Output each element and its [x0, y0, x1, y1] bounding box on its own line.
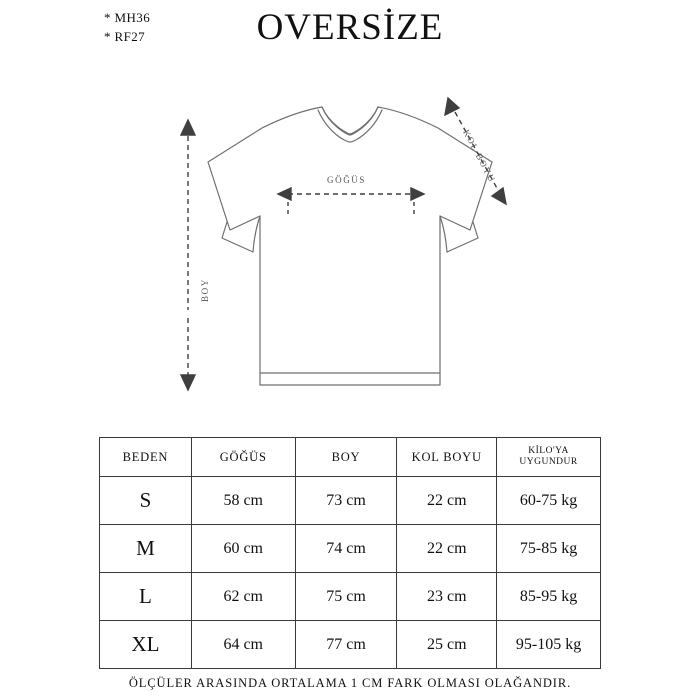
cell-gogus: 58 cm [191, 477, 295, 525]
product-code-2: * RF27 [104, 29, 146, 44]
cell-kilo: 85-95 kg [497, 573, 601, 621]
cell-kol: 22 cm [397, 525, 497, 573]
tshirt-collar-inner [318, 110, 382, 142]
page-title: OVERSİZE [256, 7, 444, 48]
cell-gogus: 64 cm [191, 621, 295, 669]
header-kilo [497, 438, 601, 477]
cell-beden: S [100, 477, 192, 525]
length-measure-arrow [181, 120, 195, 390]
header-gogus: GÖĞÜS [191, 438, 295, 477]
cell-boy: 74 cm [295, 525, 397, 573]
table-header-row [100, 438, 601, 477]
tshirt-diagram [0, 70, 700, 420]
cell-gogus: 60 cm [191, 525, 295, 573]
cell-beden: M [100, 525, 192, 573]
cell-beden: XL [100, 621, 192, 669]
cell-gogus: 62 cm [191, 573, 295, 621]
cell-boy: 75 cm [295, 573, 397, 621]
header-kol-boyu: KOL BOYU [397, 438, 497, 477]
chest-label: GÖĞÜS [327, 175, 367, 185]
header-kilo-line1: KİLO'YA [528, 446, 569, 456]
cell-boy: 77 cm [295, 621, 397, 669]
cell-beden: L [100, 573, 192, 621]
header-boy: BOY [295, 438, 397, 477]
cell-kol: 23 cm [397, 573, 497, 621]
tshirt-illustration-svg [0, 70, 700, 420]
header-beden: BEDEN [100, 438, 192, 477]
cell-kilo: 95-105 kg [497, 621, 601, 669]
table-row [100, 573, 601, 621]
header-kilo-line2: UYGUNDUR [519, 457, 578, 467]
cell-kol: 25 cm [397, 621, 497, 669]
tshirt-collar-line [322, 107, 378, 135]
table-row [100, 525, 601, 573]
tshirt-body-outline [208, 107, 492, 385]
cell-kol: 22 cm [397, 477, 497, 525]
product-code-1: * MH36 [104, 10, 151, 25]
cell-boy: 73 cm [295, 477, 397, 525]
measurement-note: ÖLÇÜLER ARASINDA ORTALAMA 1 CM FARK OLMASI OLAĞANDIR. [128, 676, 572, 690]
sleeve-label: KOL BOYU [461, 128, 498, 185]
length-label: BOY [200, 278, 210, 302]
cell-kilo: 75-85 kg [497, 525, 601, 573]
table-row [100, 621, 601, 669]
chest-measure-arrow [278, 188, 424, 215]
size-chart-table [99, 437, 601, 669]
table-row [100, 477, 601, 525]
cell-kilo: 60-75 kg [497, 477, 601, 525]
